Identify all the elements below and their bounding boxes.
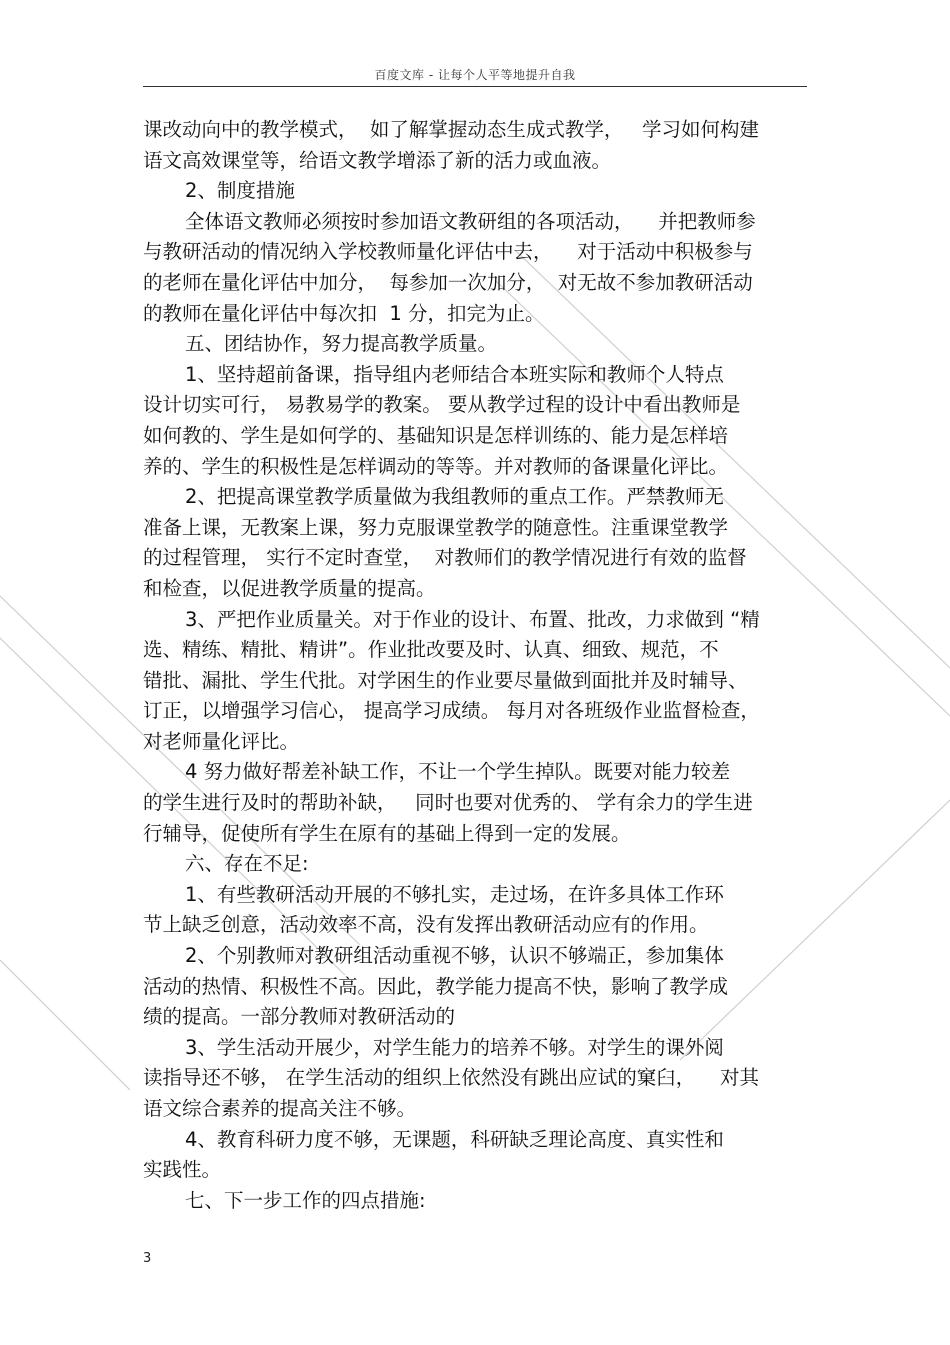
text-line: 3、学生活动开展少，对学生能力的培养不够。对学生的课外阅 <box>185 1035 724 1059</box>
text-line: 绩的提高。一部分教师对教研活动的 <box>143 1005 456 1029</box>
section-heading: 五、团结协作，努力提高教学质量。 <box>185 332 498 356</box>
text-line: 实践性。 <box>143 1158 222 1182</box>
section-heading: 2、制度措施 <box>185 179 295 203</box>
text-line: 的学生进行及时的帮助补缺， 同时也要对优秀的、 学有余力的学生进 <box>143 791 753 815</box>
text-line: 订正，以增强学习信心， 提高学习成绩。 每月对各班级作业监督检查， <box>143 699 760 723</box>
text-line: 语文高效课堂等，给语文教学增添了新的活力或血液。 <box>143 148 612 172</box>
text-line: 1、有些教研活动开展的不够扎实，走过场，在许多具体工作环 <box>185 882 724 906</box>
text-line: 准备上课，无教案上课，努力克服课堂教学的随意性。注重课堂教学 <box>143 515 729 539</box>
text-line: 语文综合素养的提高关注不够。 <box>143 1097 417 1120</box>
text-line: 4 努力做好帮差补缺工作，不让一个学生掉队。既要对能力较差 <box>185 760 731 784</box>
text-line: 3、严把作业质量关。对于作业的设计、布置、批改，力求做到 “精 <box>185 607 760 631</box>
text-line: 对老师量化评比。 <box>143 729 300 753</box>
text-line: 全体语文教师必须按时参加语文教研组的各项活动， 并把教师参 <box>185 209 756 233</box>
text-line: 的老师在量化评估中加分， 每参加一次加分， 对无故不参加教研活动 <box>143 270 753 294</box>
text-line: 4、教育科研力度不够，无课题，科研缺乏理论高度、真实性和 <box>185 1127 724 1151</box>
text-line: 与教研活动的情况纳入学校教师量化评估中去， 对于活动中积极参与 <box>143 240 753 264</box>
header-rule <box>143 86 807 87</box>
text-line: 行辅导，促使所有学生在原有的基础上得到一定的发展。 <box>143 821 631 845</box>
page-header: 百度文库 - 让每个人平等地提升自我 <box>374 68 576 82</box>
section-heading: 六、存在不足: <box>185 852 309 876</box>
text-line: 2、把提高课堂教学质量做为我组教师的重点工作。严禁教师无 <box>185 485 724 509</box>
text-line: 选、精练、精批、精讲”。作业批改要及时、认真、细致、规范，不 <box>143 638 719 662</box>
text-line: 2、个别教师对教研组活动重视不够，认识不够端正，参加集体 <box>185 944 724 968</box>
text-line: 节上缺乏创意，活动效率不高，没有发挥出教研活动应有的作用。 <box>143 913 709 937</box>
text-line: 错批、漏批、学生代批。对学困生的作业要尽量做到面批并及时辅导、 <box>143 668 748 692</box>
text-line: 读指导还不够， 在学生活动的组织上依然没有跳出应试的窠臼， 对其 <box>143 1066 759 1090</box>
text-line: 课改动向中的教学模式， 如了解掌握动态生成式教学， 学习如何构建 <box>143 118 759 141</box>
text-line: 如何教的、学生是如何学的、基础知识是怎样训练的、能力是怎样培 <box>143 423 729 447</box>
text-line: 和检查，以促进教学质量的提高。 <box>143 576 436 600</box>
text-line: 养的、学生的积极性是怎样调动的等等。并对教师的备课量化评比。 <box>143 454 729 478</box>
page-number: 3 <box>143 1251 152 1266</box>
text-line: 活动的热情、积极性不高。因此，教学能力提高不快，影响了教学成 <box>143 974 729 998</box>
text-line: 的教师在量化评估中每次扣 1 分，扣完为止。 <box>143 301 545 325</box>
text-line: 设计切实可行， 易教易学的教案。 要从教学过程的设计中看出教师是 <box>143 393 741 417</box>
section-heading: 七、下一步工作的四点措施: <box>185 1188 426 1212</box>
text-line: 1、坚持超前备课，指导组内老师结合本班实际和教师个人特点 <box>185 362 724 386</box>
document-body <box>143 115 807 1216</box>
text-line: 的过程管理， 实行不定时查堂， 对教师们的教学情况进行有效的监督 <box>143 546 747 570</box>
